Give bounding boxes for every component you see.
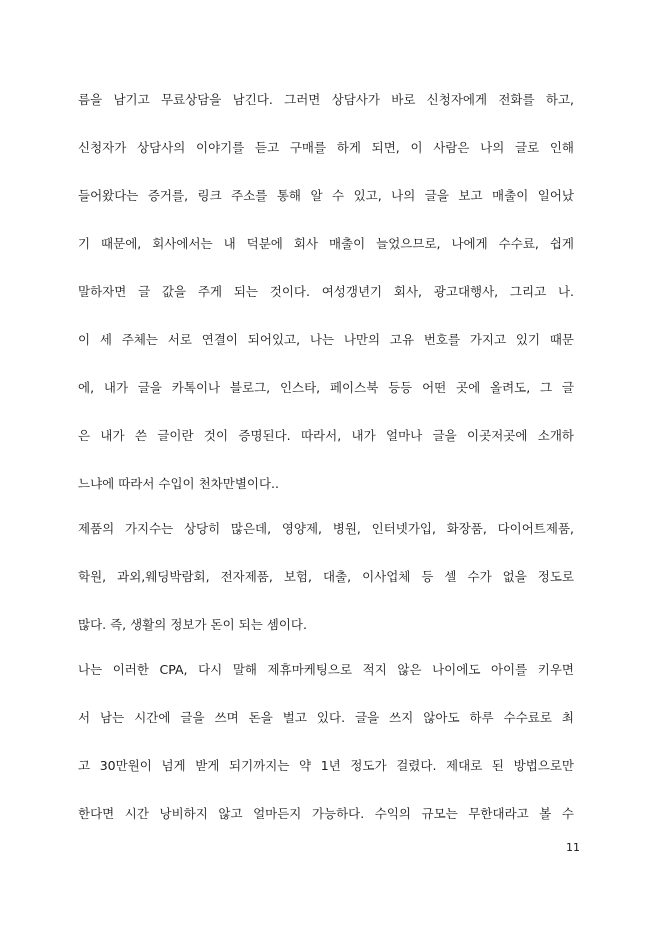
text-line: 느냐에 따라서 수입이 천차만별이다.. [78, 476, 279, 491]
text-line: 말하자면 글 값을 주게 되는 것이다. 여성갱년기 회사, 광고대행사, 그리고 나. [78, 284, 574, 299]
text-line: 들어왔다는 증거를, 링크 주소를 통해 알 수 있고, 나의 글을 보고 매출이 일어났 [78, 188, 574, 203]
text-line: 기 때문에, 회사에서는 내 덕분에 회사 매출이 늘었으므로, 나에게 수수료, 쉽게 [78, 236, 574, 251]
text-line: 은 내가 쓴 글이란 것이 증명된다. 따라서, 내가 얼마나 글을 이곳저곳에 소개하 [78, 428, 574, 443]
page-number: 11 [566, 841, 580, 854]
text-line: 서 남는 시간에 글을 쓰며 돈을 벌고 있다. 글을 쓰지 않아도 하루 수수료로 최 [78, 710, 574, 725]
text-line: 나는 이러한 CPA, 다시 말해 제휴마케팅으로 적지 않은 나이에도 아이를 키우면 [78, 662, 574, 677]
text-line: 학원, 과외,웨딩박람회, 전자제품, 보험, 대출, 이사업체 등 셀 수가 없을 정도로 [78, 569, 574, 584]
text-line: 신청자가 상담사의 이야기를 듣고 구매를 하게 되면, 이 사람은 나의 글로 인해 [78, 140, 574, 155]
text-line: 많다. 즉, 생활의 정보가 돈이 되는 셈이다. [78, 617, 307, 632]
text-line: 고 30만원이 넘게 받게 되기까지는 약 1년 정도가 걸렸다. 제대로 된 방법으로만 [78, 758, 574, 773]
text-line: 제품의 가지수는 상당히 많은데, 영양제, 병원, 인터넷가입, 화장품, 다이어트제품, [78, 521, 574, 536]
text-line: 이 세 주체는 서로 연결이 되어있고, 나는 나만의 고유 번호를 가지고 있기 때문 [78, 332, 574, 347]
text-line: 에, 내가 글을 카톡이나 블로그, 인스타, 페이스북 등등 어떤 곳에 올려도, 그 글 [78, 380, 574, 395]
text-line: 한다면 시간 낭비하지 않고 얼마든지 가능하다. 수익의 규모는 무한대라고 볼 수 [78, 806, 574, 821]
text-line: 름을 남기고 무료상담을 남긴다. 그러면 상담사가 바로 신청자에게 전화를 하고, [78, 92, 574, 107]
